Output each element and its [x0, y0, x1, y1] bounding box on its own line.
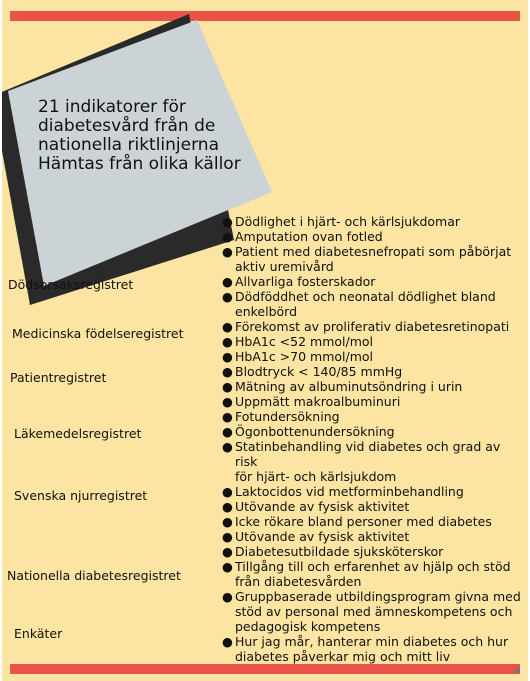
- indicator-text: [235, 334, 522, 349]
- indicator-item: [222, 214, 522, 229]
- bullet-icon: ●: [222, 274, 233, 289]
- source-label: Nationella diabetesregistret: [7, 568, 181, 583]
- indicator-text: [235, 214, 522, 229]
- indicator-text: [235, 424, 522, 439]
- indicator-item: [222, 289, 522, 319]
- indicator-item: [222, 544, 522, 559]
- indicator-item: [222, 559, 522, 589]
- bullet-icon: ●: [222, 529, 233, 544]
- indicator-text: [235, 394, 522, 409]
- indicator-line: Uppmätt makroalbuminuri: [235, 394, 401, 409]
- resize-corner-icon: [513, 666, 520, 673]
- indicator-item: [222, 439, 522, 484]
- indicator-item: [222, 394, 522, 409]
- bullet-icon: ●: [222, 514, 233, 529]
- bullet-icon: ●: [222, 379, 233, 394]
- source-label: Dödsorsaksregistret: [8, 277, 134, 292]
- indicator-line: Ögonbottenundersökning: [235, 424, 395, 439]
- bullet-icon: ●: [222, 334, 233, 349]
- indicator-line: Tillgång till och erfarenhet av hjälp och stöd: [235, 559, 511, 574]
- bullet-icon: ●: [222, 499, 233, 514]
- title-block: [38, 98, 278, 174]
- bullet-icon: ●: [222, 349, 233, 364]
- bullet-icon: ●: [222, 244, 233, 259]
- indicator-line: pedagogisk kompetens: [235, 619, 381, 634]
- indicator-line: Icke rökare bland personer med diabetes: [235, 514, 492, 529]
- indicator-line: Allvarliga fosterskador: [235, 274, 376, 289]
- source-label: Patientregistret: [10, 370, 107, 385]
- bullet-icon: ●: [222, 484, 233, 499]
- indicator-item: [222, 379, 522, 394]
- indicator-item: [222, 229, 522, 244]
- bullet-icon: ●: [222, 439, 233, 454]
- indicator-item: [222, 484, 522, 499]
- indicator-item: [222, 634, 522, 664]
- indicator-text: [235, 514, 522, 529]
- indicator-item: [222, 409, 522, 424]
- indicator-item: [222, 334, 522, 349]
- indicator-text: [235, 484, 522, 499]
- bullet-icon: ●: [222, 319, 233, 334]
- indicator-item: [222, 589, 522, 634]
- indicator-line: HbA1c <52 mmol/mol: [235, 334, 374, 349]
- indicator-item: [222, 244, 522, 274]
- indicator-line: för hjärt- och kärlsjukdom: [235, 469, 397, 484]
- indicator-text: [235, 319, 522, 334]
- indicator-item: [222, 274, 522, 289]
- source-label: Svenska njurregistret: [14, 488, 148, 503]
- indicator-line: Förekomst av proliferativ diabetesretinopati: [235, 319, 510, 334]
- bullet-icon: ●: [222, 364, 233, 379]
- indicator-line: Laktocidos vid metforminbehandling: [235, 484, 464, 499]
- indicator-text: [235, 499, 522, 514]
- bullet-icon: ●: [222, 559, 233, 574]
- indicator-line: Utövande av fysisk aktivitet: [235, 499, 410, 514]
- indicator-item: [222, 319, 522, 334]
- indicator-line: Hur jag mår, hanterar min diabetes och hur: [235, 634, 509, 649]
- indicator-line: aktiv uremivård: [235, 259, 334, 274]
- indicator-text: [235, 439, 522, 484]
- indicator-item: [222, 529, 522, 544]
- bullet-icon: ●: [222, 634, 233, 649]
- indicator-text: [235, 379, 522, 394]
- indicator-text: [235, 409, 522, 424]
- indicator-line: från diabetesvården: [235, 574, 362, 589]
- indicator-line: diabetes påverkar mig och mitt liv: [235, 649, 451, 664]
- bullet-icon: ●: [222, 214, 233, 229]
- indicator-line: Blodtryck < 140/85 mmHg: [235, 364, 403, 379]
- indicator-item: [222, 514, 522, 529]
- title-line: nationella riktlinjerna: [38, 135, 219, 155]
- indicator-line: Utövande av fysisk aktivitet: [235, 529, 410, 544]
- indicator-line: stöd av personal med ämneskompetens och: [235, 604, 513, 619]
- indicator-line: Fotundersökning: [235, 409, 340, 424]
- indicator-text: [235, 364, 522, 379]
- title-line: 21 indikatorer för: [38, 97, 186, 117]
- bullet-icon: ●: [222, 544, 233, 559]
- indicator-line: Gruppbaserade utbildingsprogram givna med: [235, 589, 521, 604]
- indicator-text: [235, 589, 522, 634]
- indicator-text: [235, 529, 522, 544]
- indicator-item: [222, 349, 522, 364]
- indicator-line: Dödlighet i hjärt- och kärlsjukdomar: [235, 214, 461, 229]
- source-label: Medicinska födelseregistret: [12, 326, 184, 341]
- title-line: Hämtas från olika källor: [38, 154, 241, 174]
- source-label: Läkemedelsregistret: [14, 426, 142, 441]
- indicator-line: Statinbehandling vid diabetes och grad av risk: [235, 439, 501, 469]
- indicator-line: Amputation ovan fotled: [235, 229, 383, 244]
- indicator-line: Patient med diabetesnefropati som påbörjat: [235, 244, 512, 259]
- indicator-text: [235, 289, 522, 319]
- indicator-line: Mätning av albuminutsöndring i urin: [235, 379, 463, 394]
- bottom-accent-bar: [10, 664, 520, 674]
- bullet-icon: ●: [222, 229, 233, 244]
- bullet-icon: ●: [222, 394, 233, 409]
- poster: [2, 0, 528, 681]
- indicator-text: [235, 229, 522, 244]
- bullet-icon: ●: [222, 409, 233, 424]
- source-label: Enkäter: [14, 626, 63, 641]
- indicator-text: [235, 274, 522, 289]
- bullet-icon: ●: [222, 289, 233, 304]
- indicator-line: Diabetesutbildade sjuksköterskor: [235, 544, 444, 559]
- indicator-line: HbA1c >70 mmol/mol: [235, 349, 374, 364]
- indicator-line: Dödföddhet och neonatal dödlighet bland: [235, 289, 496, 304]
- indicator-text: [235, 244, 522, 274]
- indicator-text: [235, 559, 522, 589]
- indicator-text: [235, 349, 522, 364]
- indicator-line: enkelbörd: [235, 304, 298, 319]
- indicator-item: [222, 499, 522, 514]
- bullet-icon: ●: [222, 589, 233, 604]
- indicator-list: [222, 214, 522, 664]
- indicator-text: [235, 634, 522, 664]
- title-line: diabetesvård från de: [38, 116, 216, 136]
- indicator-text: [235, 544, 522, 559]
- indicator-item: [222, 364, 522, 379]
- indicator-item: [222, 424, 522, 439]
- bullet-icon: ●: [222, 424, 233, 439]
